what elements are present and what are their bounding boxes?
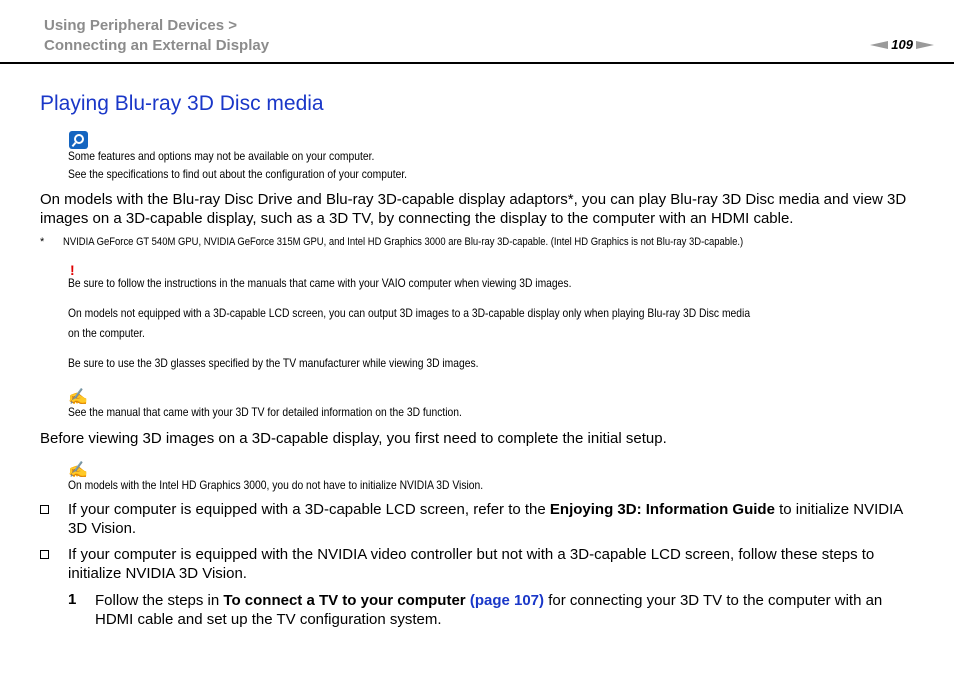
warning-paragraph-2-line-2: on the computer. xyxy=(68,326,145,340)
breadcrumb xyxy=(44,16,269,56)
footnote-text: NVIDIA GeForce GT 540M GPU, NVIDIA GeForce 315M GPU, and Intel HD Graphics 3000 are Blu-ray 3D-capable. (Intel HD Graphics is not Blu-ray 3D-capable.) xyxy=(63,236,744,248)
breadcrumb-parent[interactable]: Using Peripheral Devices > xyxy=(44,17,238,34)
warning-paragraph-3: Be sure to use the 3D glasses specified by the TV manufacturer while viewing 3D images. xyxy=(68,356,479,370)
step-1-text: Follow the steps in To connect a TV to your computer (page 107) for connecting your 3D TV to the computer with an HDMI cable and set up the TV configuration system. xyxy=(95,592,883,628)
step-number: 1 xyxy=(68,591,77,608)
page-navigation xyxy=(870,37,934,52)
tip-1-text: See the manual that came with your 3D TV for detailed information on the 3D function. xyxy=(68,405,462,419)
checkbox-bullet-icon xyxy=(40,550,49,559)
warning-icon: ! xyxy=(70,262,75,278)
note-line-2: See the specifications to find out about the configuration of your computer. xyxy=(68,167,408,181)
footnote xyxy=(40,236,854,248)
procedure-title: To connect a TV to your computer xyxy=(223,592,466,609)
page-number: 109 xyxy=(891,37,913,52)
page-107-link[interactable]: (page 107) xyxy=(469,592,545,609)
checkbox-bullet-icon xyxy=(40,505,49,514)
section-title: Playing Blu-ray 3D Disc media xyxy=(40,92,324,115)
guide-title: Enjoying 3D: Information Guide xyxy=(549,501,775,518)
pencil-hint-icon: ✍ xyxy=(68,462,88,479)
bullet-item-1: If your computer is equipped with a 3D-capable LCD screen, refer to the Enjoying 3D: Information Guide to initialize NVIDIA 3D Vision. xyxy=(68,501,903,537)
next-page-arrow-icon[interactable] xyxy=(916,41,934,49)
warning-paragraph-1: Be sure to follow the instructions in the manuals that came with your VAIO computer when viewing 3D images. xyxy=(68,276,572,290)
breadcrumb-current: Connecting an External Display xyxy=(44,37,270,54)
footnote-mark: * xyxy=(40,236,45,248)
intro-paragraph: On models with the Blu-ray Disc Drive and Blu-ray 3D-capable display adaptors*, you can play Blu-ray 3D Disc media and view 3D images on a 3D-capable display, such as a 3D TV, by connecting the display to the computer with an HDMI cable. xyxy=(40,191,907,227)
pencil-hint-icon: ✍ xyxy=(68,389,88,406)
magnifier-note-icon xyxy=(69,131,88,149)
setup-paragraph: Before viewing 3D images on a 3D-capable display, you first need to complete the initial setup. xyxy=(40,430,667,447)
bullet-item-2: If your computer is equipped with the NVIDIA video controller but not with a 3D-capable LCD screen, follow these steps to initialize NVIDIA 3D Vision. xyxy=(68,546,875,582)
header-divider xyxy=(0,62,954,64)
note-line-1: Some features and options may not be available on your computer. xyxy=(68,149,375,163)
warning-paragraph-2-line-1: On models not equipped with a 3D-capable LCD screen, you can output 3D images to a 3D-capable display only when playing Blu-ray 3D Disc media xyxy=(68,306,751,320)
tip-2-text: On models with the Intel HD Graphics 3000, you do not have to initialize NVIDIA 3D Vision. xyxy=(68,478,484,492)
previous-page-arrow-icon[interactable] xyxy=(870,41,888,49)
